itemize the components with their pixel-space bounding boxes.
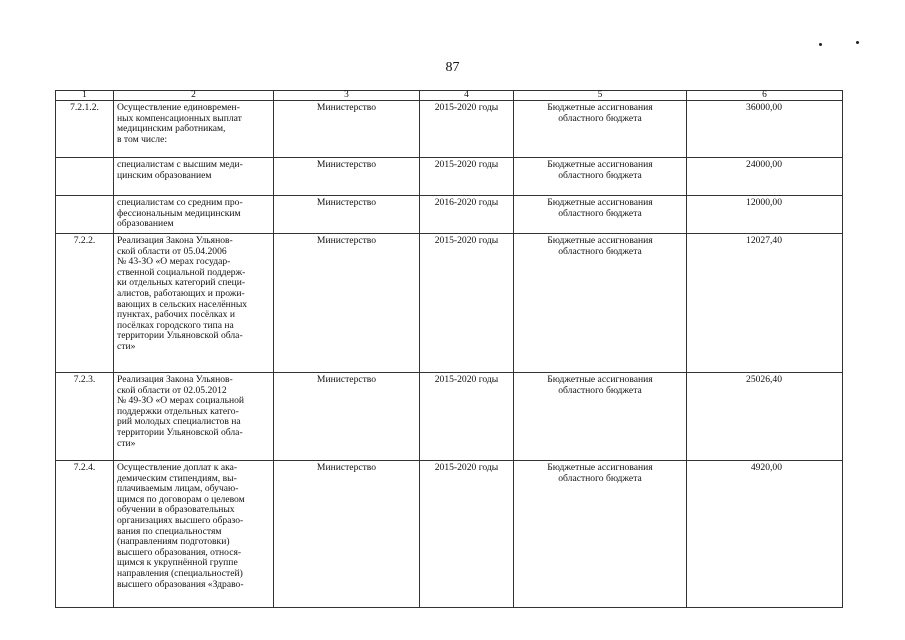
item-period: 2015-2020 годы xyxy=(420,101,514,158)
item-executor: Министерство xyxy=(274,234,420,373)
scan-speck xyxy=(819,43,822,46)
item-amount: 12027,40 xyxy=(687,234,843,373)
item-executor: Министерство xyxy=(274,101,420,158)
program-table xyxy=(55,90,843,608)
item-executor: Министерство xyxy=(274,461,420,608)
item-description-text: Осуществление доплат к ака- демическим стипендиям, вы- плачиваемым лицам, обучаю- щимся по договорам о целевом обучении в образовательных организациях высшего образо- вания по специальностям (направлениям подготовки) высшего образования, относя- щимся к укрупнённой группе направления (специальностей) высшего образования «Здраво- xyxy=(117,462,245,590)
item-funding-source-text: Бюджетные ассигнования областного бюджета xyxy=(547,235,653,257)
item-description xyxy=(114,373,274,461)
column-header: 3 xyxy=(274,91,420,101)
column-header: 2 xyxy=(114,91,274,101)
item-funding-source-text: Бюджетные ассигнования областного бюджета xyxy=(547,159,653,181)
item-description xyxy=(114,461,274,608)
item-period: 2015-2020 годы xyxy=(420,158,514,196)
item-period: 2015-2020 годы xyxy=(420,461,514,608)
item-funding-source xyxy=(514,461,687,608)
item-funding-source xyxy=(514,373,687,461)
item-funding-source-text: Бюджетные ассигнования областного бюджета xyxy=(547,462,653,484)
item-period: 2016-2020 годы xyxy=(420,196,514,234)
column-header: 1 xyxy=(56,91,114,101)
scan-speck xyxy=(856,41,859,44)
item-executor: Министерство xyxy=(274,373,420,461)
item-number: 7.2.3. xyxy=(56,373,114,461)
item-number xyxy=(56,158,114,196)
table-row xyxy=(56,158,843,196)
item-funding-source xyxy=(514,234,687,373)
item-amount: 24000,00 xyxy=(687,158,843,196)
table-row xyxy=(56,461,843,608)
item-description xyxy=(114,234,274,373)
item-number: 7.2.4. xyxy=(56,461,114,608)
item-amount: 36000,00 xyxy=(687,101,843,158)
item-funding-source-text: Бюджетные ассигнования областного бюджета xyxy=(547,374,653,396)
item-number: 7.2.1.2. xyxy=(56,101,114,158)
page-number: 87 xyxy=(445,60,460,75)
item-description-text: Реализация Закона Ульянов- ской области от 02.05.2012 № 49-ЗО «О мерах социальной поддержки отдельных катего- рий молодых специалистов на территории Ульяновской обла- сти» xyxy=(117,374,245,449)
table-row xyxy=(56,373,843,461)
item-executor: Министерство xyxy=(274,158,420,196)
item-funding-source-text: Бюджетные ассигнования областного бюджета xyxy=(547,197,653,219)
item-funding-source xyxy=(514,196,687,234)
item-amount: 4920,00 xyxy=(687,461,843,608)
item-period: 2015-2020 годы xyxy=(420,373,514,461)
table-row xyxy=(56,234,843,373)
item-description-text: специалистам со средним про- фессиональным медицинским образованием xyxy=(117,197,243,230)
item-description xyxy=(114,101,274,158)
item-description-text: Осуществление единовремен- ных компенсационных выплат медицинским работникам, в том числе: xyxy=(117,102,242,145)
item-description xyxy=(114,158,274,196)
item-amount: 25026,40 xyxy=(687,373,843,461)
item-amount: 12000,00 xyxy=(687,196,843,234)
item-funding-source xyxy=(514,158,687,196)
item-funding-source-text: Бюджетные ассигнования областного бюджета xyxy=(547,102,653,124)
table-row xyxy=(56,196,843,234)
item-description-text: специалистам с высшим меди- цинским образованием xyxy=(117,159,243,181)
column-header: 6 xyxy=(687,91,843,101)
item-description-text: Реализация Закона Ульянов- ской области от 05.04.2006 № 43-ЗО «О мерах государ- ственной социальной поддерж- ки отдельных категорий специ- алистов, работающих и прожи- вающих в сельских населённых пунктах, рабочих посёлках и посёлках городского типа на территории Ульяновской обла- сти» xyxy=(117,235,248,352)
item-period: 2015-2020 годы xyxy=(420,234,514,373)
item-description xyxy=(114,196,274,234)
item-number: 7.2.2. xyxy=(56,234,114,373)
item-funding-source xyxy=(514,101,687,158)
item-number xyxy=(56,196,114,234)
column-header: 5 xyxy=(514,91,687,101)
column-number-row xyxy=(56,91,843,101)
table-row xyxy=(56,101,843,158)
column-header: 4 xyxy=(420,91,514,101)
item-executor: Министерство xyxy=(274,196,420,234)
